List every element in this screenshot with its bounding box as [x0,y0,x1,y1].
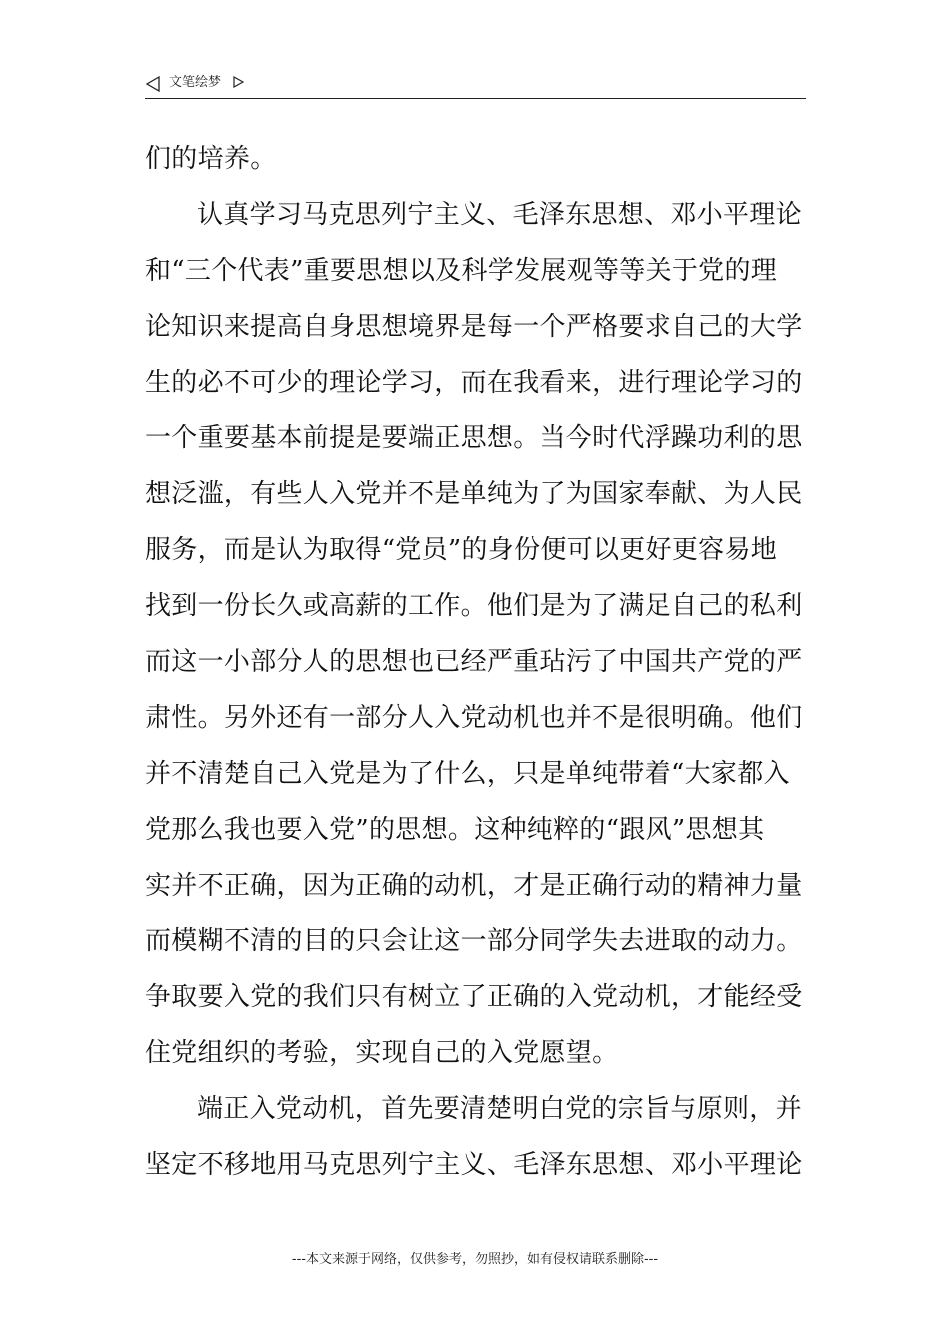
text-line: 生的必不可少的理论学习，而在我看来，进行理论学习的 [145,367,803,398]
text-line: 而模糊不清的目的只会让这一部分同学失去进取的动力。 [145,926,803,957]
footer-disclaimer: ---本文来源于网络，仅供参考，勿照抄，如有侵权请联系删除--- [291,1252,659,1267]
left-triangle-icon [145,76,161,92]
text-line: 实并不正确，因为正确的动机，才是正确行动的精神力量 [145,870,803,901]
text-line: 端正入党动机，首先要清楚明白党的宗旨与原则，并 [197,1094,802,1125]
text-line: 并不清楚自己入党是为了什么，只是单纯带着“大家都入 [145,758,790,789]
text-line: 一个重要基本前提是要端正思想。当今时代浮躁功利的思 [145,423,803,454]
text-line: 住党组织的考验，实现自己的入党愿望。 [145,1038,619,1069]
page-header [145,72,806,99]
text-line: 而这一小部分人的思想也已经严重玷污了中国共产党的严 [145,647,803,678]
text-line: 肃性。另外还有一部分人入党动机也并不是很明确。他们 [145,702,803,733]
text-line: 党那么我也要入党”的思想。这种纯粹的“跟风”思想其 [145,814,765,845]
text-line: 论知识来提高自身思想境界是每一个严格要求自己的大学 [145,311,803,342]
text-line: 坚定不移地用马克思列宁主义、毛泽东思想、邓小平理论 [145,1150,803,1181]
text-line: 争取要入党的我们只有树立了正确的入党动机，才能经受 [145,982,803,1013]
header-title: 文笔绘梦 [169,75,222,90]
document-body [145,132,810,1194]
text-line: 服务，而是认为取得“党员”的身份便可以更好更容易地 [145,535,778,566]
text-line: 们的培养。 [145,144,277,174]
text-line: 和“三个代表”重要思想以及科学发展观等等关于党的理 [145,255,778,286]
text-line: 找到一份长久或高薪的工作。他们是为了满足自己的私利 [145,591,803,622]
text-line: 认真学习马克思列宁主义、毛泽东思想、邓小平理论 [197,199,802,230]
text-line: 想泛滥，有些人入党并不是单纯为了为国家奉献、为人民 [145,479,803,510]
right-triangle-icon [233,76,244,88]
